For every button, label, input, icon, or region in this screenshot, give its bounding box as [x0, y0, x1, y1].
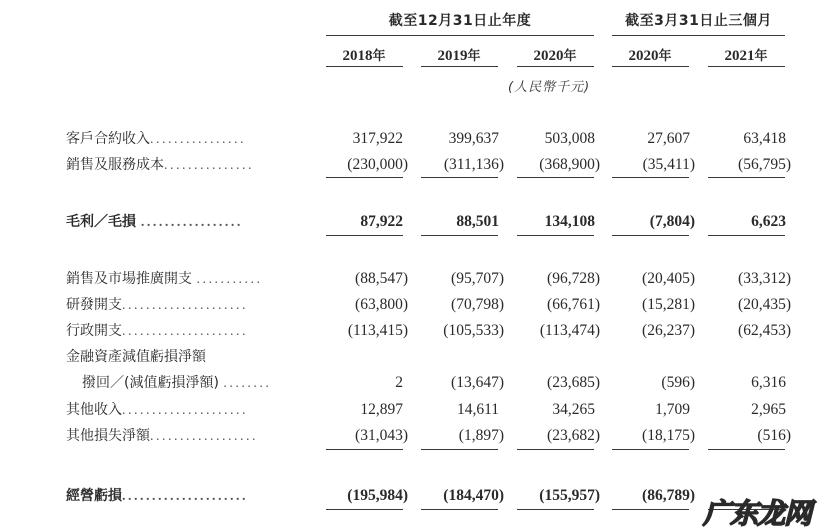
row-label: 其他損失淨額..................	[66, 428, 258, 444]
cell-value: 2,965	[751, 401, 786, 418]
cell-value: (516)	[757, 427, 791, 444]
column-header-2021-quarter: 2021年	[724, 48, 768, 64]
cell-value: (88,547)	[355, 270, 408, 287]
header-quarter-group: 截至3月31日止三個月	[625, 13, 772, 29]
subtotal-rule	[612, 235, 689, 236]
row-label: 銷售及服務成本...............	[66, 157, 254, 173]
subtotal-rule	[708, 449, 785, 450]
cell-value: (62,453)	[738, 322, 791, 339]
cell-value: (105,533)	[443, 322, 504, 339]
cell-value: (95,707)	[451, 270, 504, 287]
table-row-impairment-heading	[0, 346, 835, 368]
cell-value: (184,470)	[443, 487, 504, 504]
column-header-rule	[326, 66, 403, 67]
cell-value: (113,415)	[347, 322, 408, 339]
column-header-2019: 2019年	[437, 48, 481, 64]
column-header-2020-quarter: 2020年	[628, 48, 672, 64]
cell-value: (13,647)	[451, 374, 504, 391]
cell-value: (96,728)	[547, 270, 600, 287]
total-rule	[421, 509, 498, 510]
column-header-rule	[517, 66, 594, 67]
table-row-other-income	[0, 399, 835, 421]
subtotal-rule	[708, 235, 785, 236]
cell-value: (155,957)	[539, 487, 600, 504]
cell-value: (31,043)	[355, 427, 408, 444]
column-header-2020-annual: 2020年	[533, 48, 577, 64]
cell-value: 63,418	[743, 130, 786, 147]
header-annual-rule	[326, 35, 594, 36]
table-row-revenue	[0, 128, 835, 150]
cell-value: 399,637	[448, 130, 499, 147]
cell-value: (66,761)	[547, 296, 600, 313]
cell-value: 134,108	[544, 213, 595, 230]
row-label: 客戶合約收入................	[66, 131, 246, 147]
subtotal-rule	[708, 177, 785, 178]
cell-value: (23,685)	[547, 374, 600, 391]
subtotal-rule	[421, 449, 498, 450]
subtotal-rule	[326, 449, 403, 450]
row-label: 金融資產減值虧損淨額	[66, 349, 206, 365]
cell-value: (1,897)	[458, 427, 504, 444]
currency-unit-note: (人民幣千元)	[508, 80, 591, 95]
cell-value: 14,611	[456, 401, 499, 418]
column-header-rule	[612, 66, 689, 67]
header-annual-group: 截至12月31日止年度	[388, 13, 532, 29]
total-rule	[326, 509, 403, 510]
table-row-impairment	[0, 372, 835, 394]
cell-value: (20,405)	[642, 270, 695, 287]
cell-value: (368,900)	[539, 156, 600, 173]
cell-value: 87,922	[360, 213, 403, 230]
cell-value: (63,800)	[355, 296, 408, 313]
cell-value: (18,175)	[642, 427, 695, 444]
cell-value: (86,789)	[642, 487, 695, 504]
cell-value: (26,237)	[642, 322, 695, 339]
table-row-cost-of-sales	[0, 154, 835, 176]
subtotal-rule	[517, 449, 594, 450]
total-rule	[517, 509, 594, 510]
cell-value: (230,000)	[347, 156, 408, 173]
row-label: 研發開支.....................	[66, 297, 248, 313]
subtotal-rule	[517, 235, 594, 236]
subtotal-rule	[517, 177, 594, 178]
cell-value: 6,316	[751, 374, 786, 391]
subtotal-rule	[612, 177, 689, 178]
subtotal-rule	[326, 177, 403, 178]
cell-value: (56,795)	[738, 156, 791, 173]
cell-value: 12,897	[360, 401, 403, 418]
watermark-logo: 广东龙网	[703, 497, 812, 530]
cell-value: (113,474)	[539, 322, 600, 339]
table-row-other-losses	[0, 425, 835, 447]
subtotal-rule	[326, 235, 403, 236]
table-row-administrative	[0, 320, 835, 342]
subtotal-rule	[421, 177, 498, 178]
cell-value: (35,411)	[642, 156, 695, 173]
cell-value: 88,501	[456, 213, 499, 230]
cell-value: 1,709	[655, 401, 690, 418]
row-label: 經營虧損.....................	[66, 488, 248, 504]
table-row-selling-marketing	[0, 268, 835, 290]
column-header-rule	[421, 66, 498, 67]
header-quarter-rule	[612, 35, 785, 36]
cell-value: (20,435)	[738, 296, 791, 313]
row-label: 撥回／(減值虧損淨額) ........	[82, 375, 272, 391]
cell-value: (596)	[661, 374, 695, 391]
row-label: 銷售及市場推廣開支 ...........	[66, 271, 263, 287]
cell-value: (70,798)	[451, 296, 504, 313]
cell-value: (33,312)	[738, 270, 791, 287]
cell-value: (23,682)	[547, 427, 600, 444]
cell-value: (7,804)	[649, 213, 695, 230]
cell-value: 503,008	[544, 130, 595, 147]
cell-value: (311,136)	[443, 156, 504, 173]
total-rule	[612, 509, 689, 510]
cell-value: 27,607	[647, 130, 690, 147]
cell-value: 6,623	[751, 213, 786, 230]
table-row-gross-profit	[0, 211, 835, 233]
subtotal-rule	[421, 235, 498, 236]
column-header-rule	[708, 66, 785, 67]
row-label: 行政開支.....................	[66, 323, 248, 339]
table-row-research-development	[0, 294, 835, 316]
cell-value: 317,922	[352, 130, 403, 147]
row-label: 其他收入.....................	[66, 402, 248, 418]
cell-value: 34,265	[552, 401, 595, 418]
cell-value: (15,281)	[642, 296, 695, 313]
subtotal-rule	[612, 449, 689, 450]
cell-value: 2	[395, 374, 403, 391]
row-label: 毛利／毛損 .................	[66, 214, 243, 230]
cell-value: (195,984)	[347, 487, 408, 504]
column-header-2018: 2018年	[342, 48, 386, 64]
